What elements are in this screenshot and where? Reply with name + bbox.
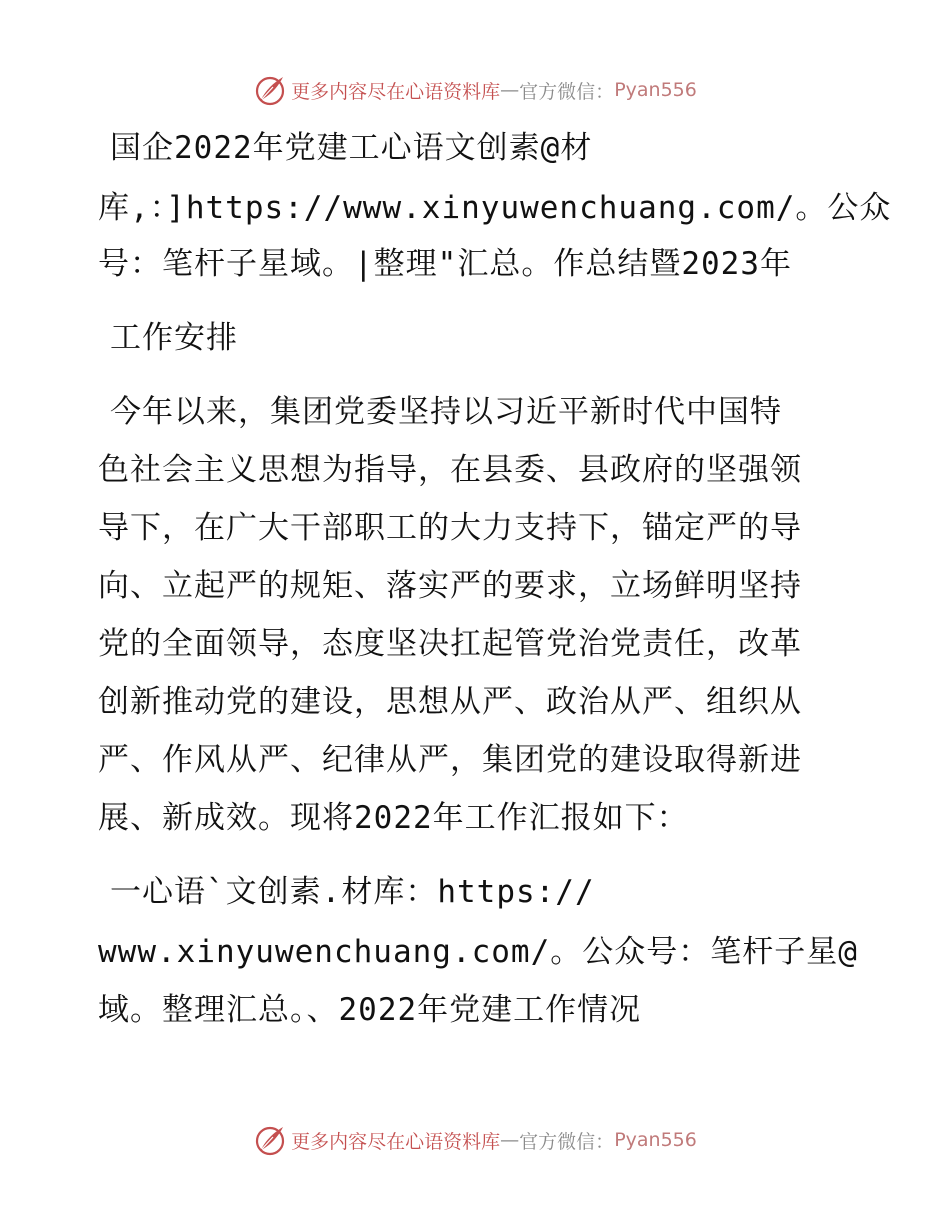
title-line: 工作安排: [110, 320, 238, 356]
title-line: 号：笔杆子星域。|整理"汇总。作总结暨2023年: [98, 246, 792, 282]
banner-main-text: 更多内容尽在心语资料库: [291, 1130, 501, 1153]
banner-dash: —: [500, 79, 520, 101]
body-line: 党的全面领导，态度坚决扛起管党治党责任，改革: [98, 626, 802, 662]
body-line: 今年以来，集团党委坚持以习近平新时代中国特: [110, 394, 782, 430]
body-line: 创新推动党的建设，思想从严、政治从严、组织从: [98, 684, 802, 720]
banner-wechat-id: Pyan556: [614, 79, 697, 101]
feather-pen-logo-icon: [253, 73, 287, 107]
footer-watermark-banner: [0, 1120, 950, 1160]
body-line: 色社会主义思想为指导，在县委、县政府的坚强领: [98, 452, 802, 488]
body-line: 严、作风从严、纪律从严，集团党的建设取得新进: [98, 742, 802, 778]
banner-wechat-label: 官方微信：: [519, 1130, 615, 1153]
banner-wechat-label: 官方微信：: [519, 80, 615, 103]
banner-wechat-id: Pyan556: [614, 1129, 697, 1151]
banner-dash: —: [500, 1129, 520, 1151]
title-line: 库,：]https://www.xinyuwenchuang.com/。公众: [98, 190, 892, 226]
section-heading-line: 一心语`文创素.材库：https://: [110, 874, 595, 910]
section-heading-line: www.xinyuwenchuang.com/。公众号：笔杆子星@: [98, 934, 858, 970]
title-line: 国企2022年党建工心语文创素@材: [110, 130, 593, 166]
body-line: 向、立起严的规矩、落实严的要求，立场鲜明坚持: [98, 568, 802, 604]
section-heading-line: 域。整理汇总。、2022年党建工作情况: [98, 992, 642, 1028]
body-line: 展、新成效。现将2022年工作汇报如下：: [98, 800, 689, 836]
feather-pen-logo-icon: [253, 1123, 287, 1157]
header-watermark-banner: [0, 70, 950, 110]
body-line: 导下，在广大干部职工的大力支持下，锚定严的导: [98, 510, 802, 546]
banner-main-text: 更多内容尽在心语资料库: [291, 80, 501, 103]
